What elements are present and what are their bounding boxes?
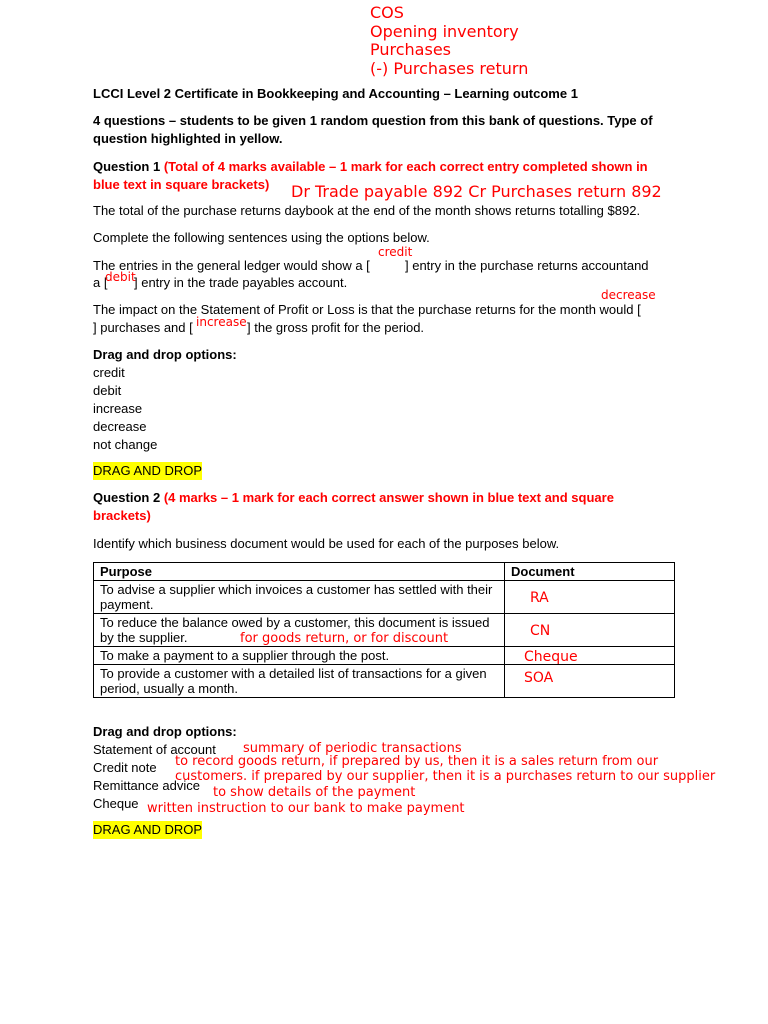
q2-options-heading: Drag and drop options: xyxy=(93,724,237,739)
answer-cheque: Cheque xyxy=(524,649,578,665)
drag-option-cheque[interactable]: Cheque xyxy=(93,796,139,811)
q1-marks-line2: blue text in square brackets) xyxy=(93,177,270,192)
drag-option-increase[interactable]: increase xyxy=(93,401,143,416)
table-row xyxy=(94,581,675,614)
intro-text-line2: question highlighted in yellow. xyxy=(93,131,283,146)
table-header-purpose: Purpose xyxy=(94,563,505,581)
table-row xyxy=(94,647,675,665)
q1-sentence1-part2: ] entry in the purchase returns accountand xyxy=(405,258,649,273)
cos-annotation-line: Opening inventory xyxy=(370,21,519,41)
cos-annotation xyxy=(370,4,528,78)
drag-option-not-change[interactable]: not change xyxy=(93,437,158,452)
q1-instruction: Complete the following sentences using the options below. xyxy=(93,230,430,245)
cos-annotation-line: COS xyxy=(370,3,404,22)
table-cell-purpose: To provide a customer with a detailed list of transactions for a given period, usually a month. xyxy=(94,665,505,698)
q1-text: The total of the purchase returns daybook at the end of the month shows returns totalling $892. xyxy=(93,203,641,218)
increase-annotation: increase xyxy=(196,315,247,329)
decrease-annotation: decrease xyxy=(601,288,656,302)
drag-option-credit[interactable]: credit xyxy=(93,365,125,380)
q1-entry-annotation: Dr Trade payable 892 Cr Purchases return 892 xyxy=(291,182,662,201)
q1-sentence1-part3: a [ xyxy=(93,275,108,290)
debit-annotation: debit xyxy=(105,270,136,284)
drag-option-remittance-advice[interactable]: Remittance advice xyxy=(93,778,200,793)
q2-instruction: Identify which business document would be used for each of the purposes below. xyxy=(93,536,560,551)
q1-sentence1-part1: The entries in the general ledger would show a [ xyxy=(93,258,370,273)
q1-label: Question 1 xyxy=(93,159,161,174)
remittance-annotation: to show details of the payment xyxy=(213,785,416,800)
table-row xyxy=(94,665,675,698)
intro-text-line1: 4 questions – students to be given 1 random question from this bank of questions. Type of xyxy=(93,113,653,128)
credit-annotation: credit xyxy=(378,245,413,259)
q1-options-list xyxy=(93,364,157,454)
cheque-annotation: written instruction to our bank to make payment xyxy=(147,801,465,816)
table-cell-purpose: To make a payment to a supplier through the post. xyxy=(94,647,505,665)
table-cell-purpose: To advise a supplier which invoices a customer has settled with their payment. xyxy=(94,581,505,614)
table-cell-purpose: To reduce the balance owed by a customer, this document is issued by the supplier. xyxy=(94,614,505,647)
q1-sentence2-line1: The impact on the Statement of Profit or Loss is that the purchase returns for the month would [ xyxy=(93,302,641,317)
q2-marks: (4 marks – 1 mark for each correct answer shown in blue text and square xyxy=(163,490,614,505)
table-header-document: Document xyxy=(505,563,675,581)
q2-marks-line2: brackets) xyxy=(93,508,151,523)
drag-option-debit[interactable]: debit xyxy=(93,383,122,398)
cos-annotation-line: Purchases xyxy=(370,40,451,59)
drag-option-credit-note[interactable]: Credit note xyxy=(93,760,157,775)
q1-options-heading: Drag and drop options: xyxy=(93,347,237,362)
credit-note-annotation-line1: to record goods return, if prepared by us, then it is a sales return from our xyxy=(175,754,659,769)
document-title: LCCI Level 2 Certificate in Bookkeeping and Accounting – Learning outcome 1 xyxy=(93,86,578,101)
q1-type-label: DRAG AND DROP xyxy=(93,463,203,478)
drag-option-statement-of-account[interactable]: Statement of account xyxy=(93,742,216,757)
cos-annotation-line: (-) Purchases return xyxy=(370,58,529,78)
q2-label: Question 2 xyxy=(93,490,161,505)
soa-annotation: summary of periodic transactions xyxy=(243,741,462,756)
q2-type-label: DRAG AND DROP xyxy=(93,822,203,837)
goods-return-annotation: for goods return, or for discount xyxy=(240,631,449,646)
purpose-document-table xyxy=(93,562,675,698)
drag-option-decrease[interactable]: decrease xyxy=(93,419,147,434)
q1-marks: (Total of 4 marks available – 1 mark for each correct entry completed shown in xyxy=(163,159,648,174)
credit-note-annotation-line2: customers. if prepared by our supplier, then it is a purchases return to our supplier xyxy=(175,769,716,784)
answer-ra: RA xyxy=(530,590,549,606)
answer-soa: SOA xyxy=(524,670,554,686)
answer-cn: CN xyxy=(530,623,551,639)
q2-heading xyxy=(93,489,614,507)
q1-sentence1-part4: ] entry in the trade payables account. xyxy=(134,275,348,290)
q1-heading xyxy=(93,158,648,176)
q1-sentence2-part1: ] purchases and [ xyxy=(93,320,193,335)
q1-sentence2-part2: ] the gross profit for the period. xyxy=(247,320,425,335)
table-header-row xyxy=(94,563,675,581)
